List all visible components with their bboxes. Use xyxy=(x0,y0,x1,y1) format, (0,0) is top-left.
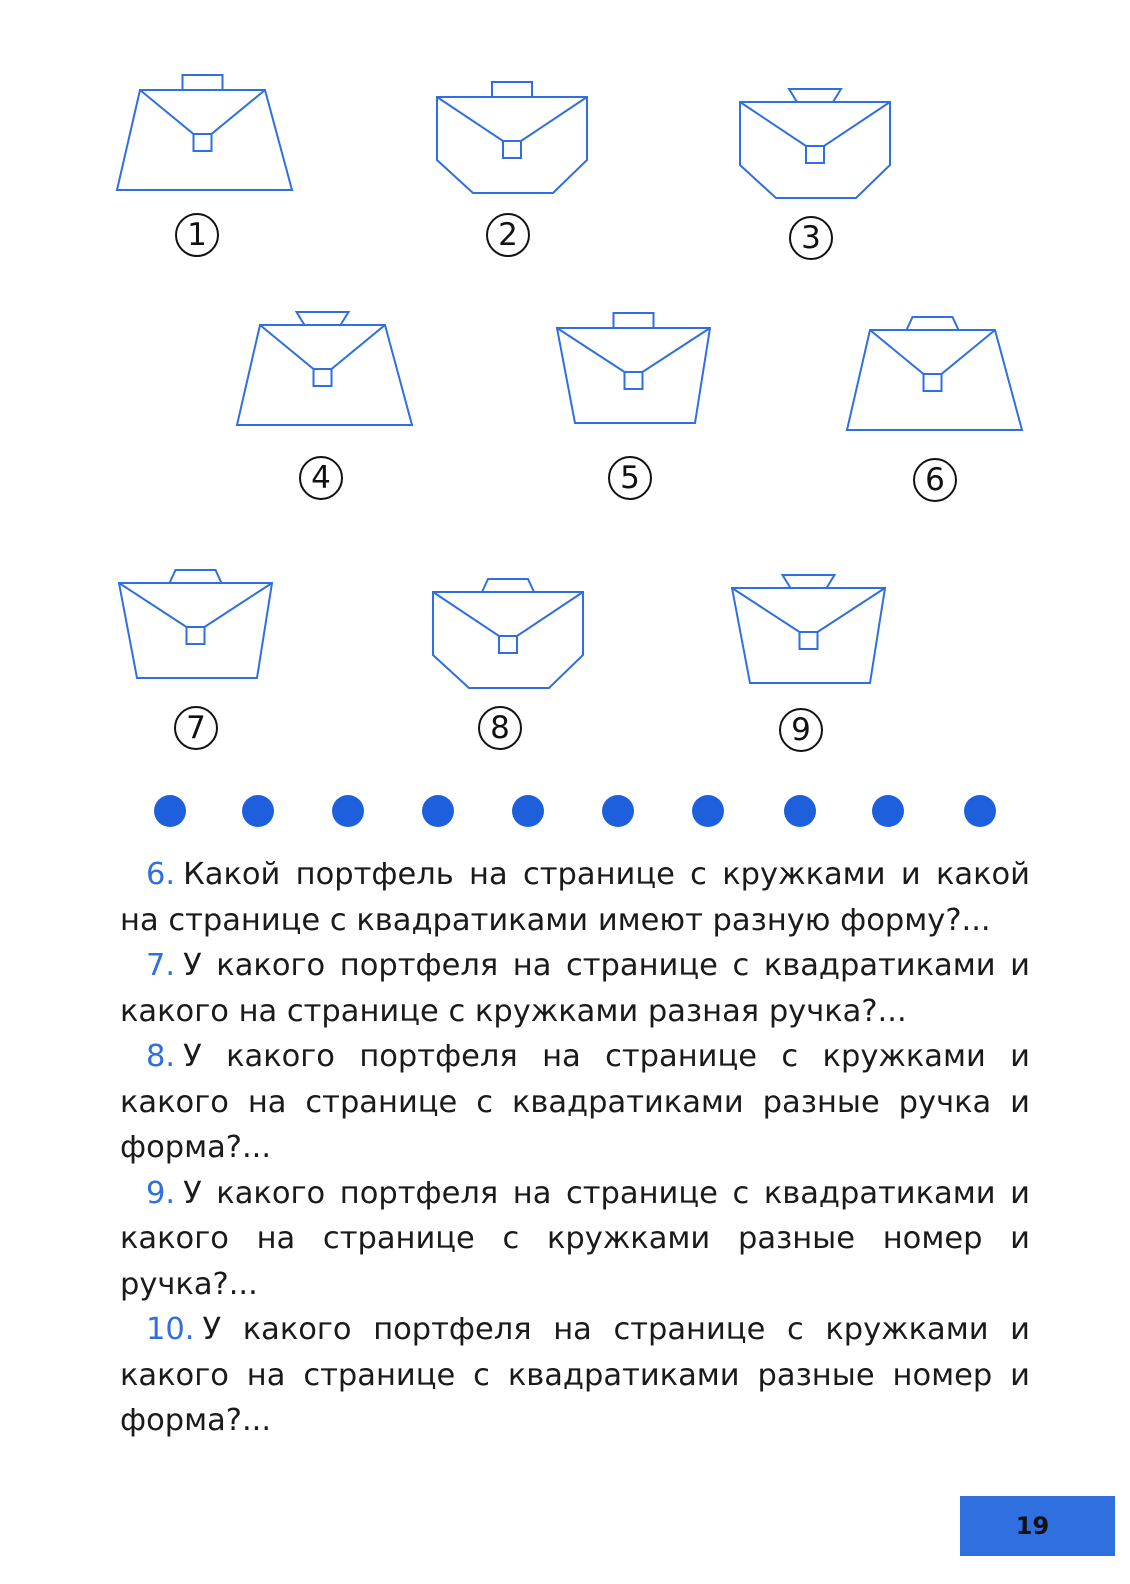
briefcase-number-circle: 4 xyxy=(299,456,343,500)
briefcase-5 xyxy=(555,308,735,438)
briefcase-handle xyxy=(492,82,532,97)
briefcase-flap xyxy=(732,588,885,632)
briefcase-8 xyxy=(431,570,611,700)
question-number: 8. xyxy=(146,1039,176,1074)
briefcase-body xyxy=(237,325,412,425)
briefcase-number-circle: 2 xyxy=(486,213,530,257)
briefcase-7 xyxy=(117,563,297,693)
blue-dot xyxy=(872,795,904,827)
question-text: У какого портфеля на странице с квадратиками и какого на странице с кружками разные номер и ручка?... xyxy=(120,1175,1030,1302)
briefcase-clasp xyxy=(806,146,824,163)
question-number: 10. xyxy=(146,1312,195,1347)
question-text: Какой портфель на странице с кружками и какой на странице с квадратиками имеют разную форму?... xyxy=(120,857,1030,938)
briefcase-flap xyxy=(437,97,587,141)
question-text: У какого портфеля на странице с квадратиками и какого на странице с кружками разная ручка?... xyxy=(120,948,1030,1029)
briefcase-number-circle: 8 xyxy=(478,706,522,750)
question-text: У какого портфеля на странице с кружками и какого на странице с квадратиками разные номер и форма?... xyxy=(120,1312,1030,1438)
blue-dot xyxy=(964,795,996,827)
briefcase-handle xyxy=(783,575,835,588)
briefcase-9 xyxy=(730,568,910,698)
question-number: 6. xyxy=(146,857,176,892)
briefcase-number-circle: 5 xyxy=(608,456,652,500)
briefcase-handle xyxy=(614,313,654,328)
blue-dot xyxy=(602,795,634,827)
briefcase-flap xyxy=(870,330,995,374)
briefcase-clasp xyxy=(499,636,517,653)
question-6 xyxy=(120,852,1030,943)
briefcase-flap xyxy=(260,325,385,369)
briefcase-handle xyxy=(482,579,534,592)
briefcase-handle xyxy=(183,75,223,90)
briefcase-number-circle: 7 xyxy=(174,706,218,750)
blue-dot xyxy=(512,795,544,827)
briefcase-body xyxy=(847,330,1022,430)
question-number: 7. xyxy=(146,948,176,983)
briefcase-flap xyxy=(433,592,583,636)
question-text: У какого портфеля на странице с кружками и какого на странице с квадратиками разные ручка и форма?... xyxy=(120,1039,1030,1165)
briefcase-flap xyxy=(119,583,272,627)
question-7 xyxy=(120,943,1030,1034)
briefcase-6 xyxy=(845,310,1025,440)
blue-dot xyxy=(242,795,274,827)
question-9 xyxy=(120,1171,1030,1308)
briefcase-flap xyxy=(140,90,265,134)
briefcase-number-circle: 6 xyxy=(913,458,957,502)
briefcase-clasp xyxy=(800,632,818,649)
blue-dot xyxy=(332,795,364,827)
briefcase-number-circle: 1 xyxy=(175,213,219,257)
questions-block xyxy=(120,852,1030,1444)
page-number: 19 xyxy=(1015,1512,1050,1540)
briefcase-2 xyxy=(435,75,615,205)
question-number: 9. xyxy=(146,1175,176,1211)
briefcase-handle xyxy=(297,312,349,325)
question-8 xyxy=(120,1034,1030,1171)
briefcase-1 xyxy=(115,70,295,200)
briefcase-number-circle: 3 xyxy=(789,216,833,260)
briefcase-number-circle: 9 xyxy=(779,708,823,752)
briefcase-3 xyxy=(738,80,918,210)
briefcase-clasp xyxy=(503,141,521,158)
briefcase-clasp xyxy=(924,374,942,391)
briefcase-body xyxy=(117,90,292,190)
blue-dot xyxy=(692,795,724,827)
page-number-tab xyxy=(960,1496,1115,1556)
briefcase-handle xyxy=(789,89,841,102)
briefcase-clasp xyxy=(187,627,205,644)
briefcase-handle xyxy=(907,317,959,330)
briefcase-flap xyxy=(557,328,710,372)
briefcase-handle xyxy=(170,570,222,583)
briefcase-clasp xyxy=(625,372,643,389)
briefcase-clasp xyxy=(314,369,332,386)
briefcase-flap xyxy=(740,102,890,146)
question-10 xyxy=(120,1307,1030,1444)
blue-dot xyxy=(784,795,816,827)
briefcase-clasp xyxy=(194,134,212,151)
blue-dot xyxy=(154,795,186,827)
blue-dot xyxy=(422,795,454,827)
briefcase-4 xyxy=(235,305,415,435)
